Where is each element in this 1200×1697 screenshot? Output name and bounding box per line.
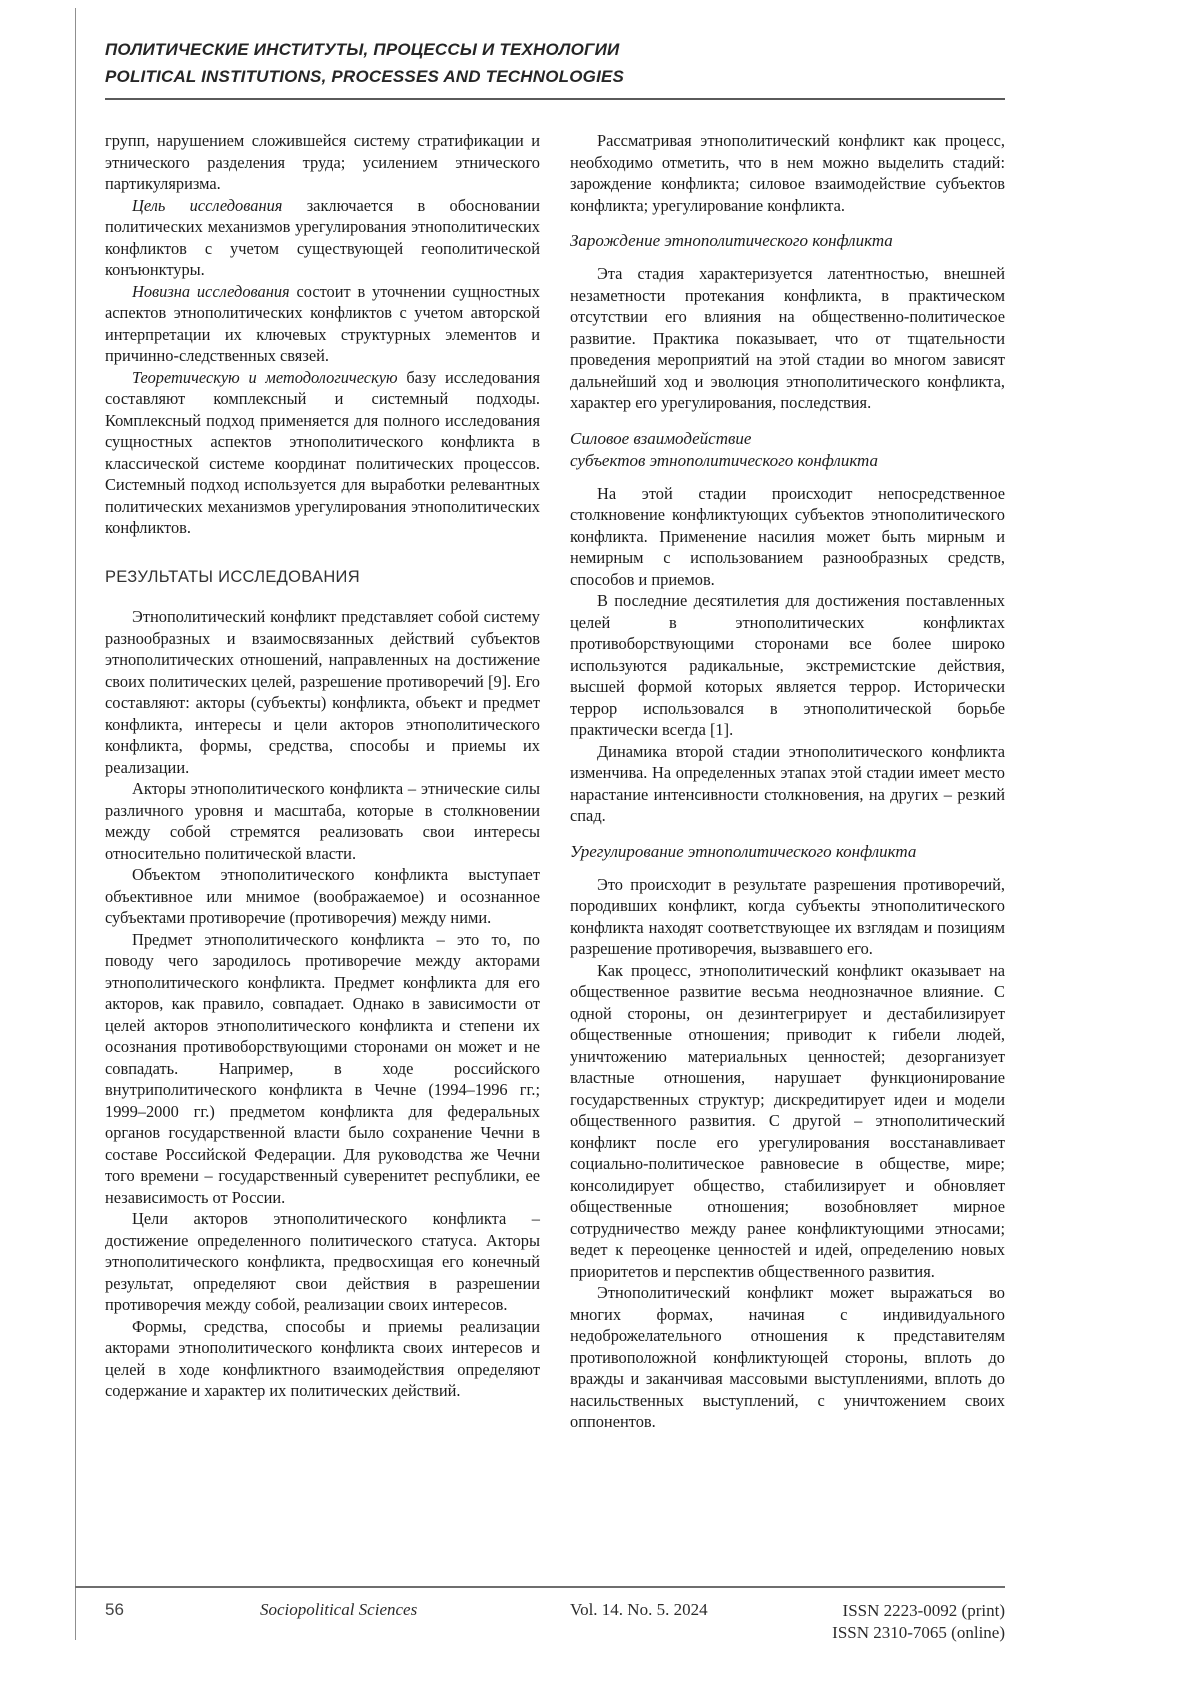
sub-heading: Зарождение этнополитического конфликта (570, 231, 893, 250)
paragraph: Объектом этнополитического конфликта выступает объективное или мнимое (воображаемое) и осознанное субъектами противоречие (противоречия) между ними. (105, 865, 540, 927)
paragraph: Предмет этнополитического конфликта – это то, по поводу чего зародилось противоречие между акторами этнополитического конфликта. Предмет конфликта для его акторов, как правило, совпадает. Однако в зависимости от целей акторов этнополитического конфликта и степени их осознания противоборствующими сторонами он может и не совпадать. Например, в ходе российского внутриполитического конфликта в Чечне (1994–1996 гг.; 1999–2000 гг.) предметом конфликта для федеральных органов государственной власти было сохранение Чечни в составе Российской Федерации. Для руководства же Чечни того времени – государственный суверенитет республики, ее независимость от России. (105, 929, 540, 1207)
section-heading: РЕЗУЛЬТАТЫ ИССЛЕДОВАНИЯ (105, 567, 360, 586)
paragraph: Это происходит в результате разрешения противоречий, породивших конфликт, когда субъекты этнополитического конфликта находят соответствующее их взглядам и позициям разрешение противоречия, вызвавшего его. (570, 874, 1005, 958)
paragraph: групп, нарушением сложившейся систему стратификации и этнического разделения труда; усилением этнического партикуляризма. (105, 131, 540, 193)
paragraph: Рассматривая этнополитический конфликт как процесс, необходимо отметить, что в нем можно выделить стадий: зарождение конфликта; силовое взаимодействие субъектов конфликта; урегулирование конфликта. (570, 131, 1005, 215)
page-footer (0, 1598, 1200, 1658)
article-body (105, 130, 1005, 1433)
paragraph: Этнополитический конфликт может выражаться во многих формах, начиная с индивидуального недоброжелательного отношения к представителям противоположной конфликтующей стороны, вплоть до вражды и заканчивая массовыми выступлениями, вплоть до насильственных выступлений, с уничтожением своих оппонентов. (570, 1283, 1005, 1431)
paragraph: В последние десятилетия для достижения поставленных целей в этнополитических конфликтах противоборствующими сторонами все более широко используются радикальные, экстремистские действия, высшей формой которых является террор. Исторически террор использовался в этнополитической борьбе практически всегда [1]. (570, 591, 1005, 739)
issn-online: ISSN 2310-7065 (online) (832, 1623, 1005, 1642)
paragraph: Как процесс, этнополитический конфликт оказывает на общественное развитие весьма неоднозначное влияние. С одной стороны, он дезинтегрирует и дестабилизирует общественные отношения; приводит к гибели людей, уничтожению материальных ценностей; дезорганизует властные отношения, нарушает функционирование государственных структур; дискредитирует идеи и модели общественного развития. С другой – этнополитический конфликт после его урегулирования восстанавливает социально-политическое равновесие в обществе, мире; консолидирует общество, стабилизирует и обновляет общественные отношения; возобновляет мирное сотрудничество между ранее конфликтующими этносами; ведет к переоценке ценностей и идей, определению новых приоритетов и перспектив общественного развития. (570, 960, 1005, 1281)
paragraph: Этнополитический конфликт представляет собой систему разнообразных и взаимосвязанных действий субъектов этнополитических отношений, направленных на достижение своих политических целей, разрешение противоречий [9]. Его составляют: акторы (субъекты) конфликта, объект и предмет конфликта, интересы и цели акторов этнополитического конфликта, формы, средства, способы и приемы их реализации. (105, 607, 540, 777)
running-header (105, 36, 1005, 100)
volume-info: Vol. 14. No. 5. 2024 (570, 1600, 708, 1619)
header-title-ru: ПОЛИТИЧЕСКИЕ ИНСТИТУТЫ, ПРОЦЕССЫ И ТЕХНОЛОГИИ (105, 40, 620, 59)
paragraph: Теоретическую и методологическую базу исследования составляют комплексный и системный подходы. Комплексный подход применяется для полного исследования сущностных аспектов этнополитического конфликта в классической системе координат политических процессов. Системный подход используется для выработки релевантных политических механизмов урегулирования этнополитических конфликтов. (105, 367, 540, 537)
paragraph: Новизна исследования состоит в уточнении сущностных аспектов этнополитических конфликтов с учетом авторской интерпретации их ключевых структурных элементов и причинно-следственных связей. (105, 281, 540, 365)
paragraph: Эта стадия характеризуется латентностью, внешней незаметности протекания конфликта, в практическом отсутствии его влияния на общественно-политическое развитие. Практика показывает, что от тщательности проведения мероприятий на этой стадии во многом зависят дальнейший ход и эволюция этнополитического конфликта, характер его урегулирования, последствия. (570, 264, 1005, 412)
paragraph: Цели акторов этнополитического конфликта – достижение определенного политического статуса. Акторы этнополитического конфликта, предвосхищая его конечный результат, определяют свои действия в разрешении противоречия между собой, реализации своих интересов. (105, 1209, 540, 1314)
left-margin-rule (75, 8, 76, 1640)
header-title-en: POLITICAL INSTITUTIONS, PROCESSES AND TECHNOLOGIES (105, 67, 625, 86)
footer-rule (75, 1586, 1005, 1588)
paragraph-lead-italic: Новизна исследования (132, 281, 290, 301)
paragraph: Формы, средства, способы и приемы реализации акторами этнополитического конфликта своих интересов и целей в ходе конфликтного взаимодействия определяют содержание и характер их политических действий. (105, 1316, 540, 1400)
sub-heading: Силовое взаимодействие субъектов этнополитического конфликта (570, 428, 879, 470)
paragraph: Цель исследования заключается в обосновании политических механизмов урегулирования этнополитических конфликтов с учетом существующей геополитической конъюнктуры. (105, 195, 540, 279)
header-rule (105, 98, 1005, 100)
issn-print: ISSN 2223-0092 (print) (842, 1601, 1005, 1620)
paragraph: Акторы этнополитического конфликта – этнические силы различного уровня и масштаба, которые в столкновении между собой стремятся реализовать свои интересы относительно политической власти. (105, 779, 540, 863)
journal-name: Sociopolitical Sciences (260, 1600, 418, 1619)
page-number: 56 (105, 1600, 124, 1619)
left-column (105, 130, 540, 1433)
issn-block (832, 1600, 1005, 1644)
paragraph: Динамика второй стадии этнополитического конфликта изменчива. На определенных этапах этой стадии имеет место нарастание интенсивности столкновения, на других – резкий спад. (570, 741, 1005, 825)
paragraph: На этой стадии происходит непосредственное столкновение конфликтующих субъектов этнополитического конфликта. Применение насилия может быть мирным и немирным с использованием разнообразных средств, способов и приемов. (570, 483, 1005, 589)
paragraph-lead-italic: Цель исследования (132, 195, 283, 215)
sub-heading: Урегулирование этнополитического конфликта (570, 841, 917, 861)
right-column (570, 130, 1005, 1433)
paragraph-lead-italic: Теоретическую и методологическую (132, 367, 398, 387)
